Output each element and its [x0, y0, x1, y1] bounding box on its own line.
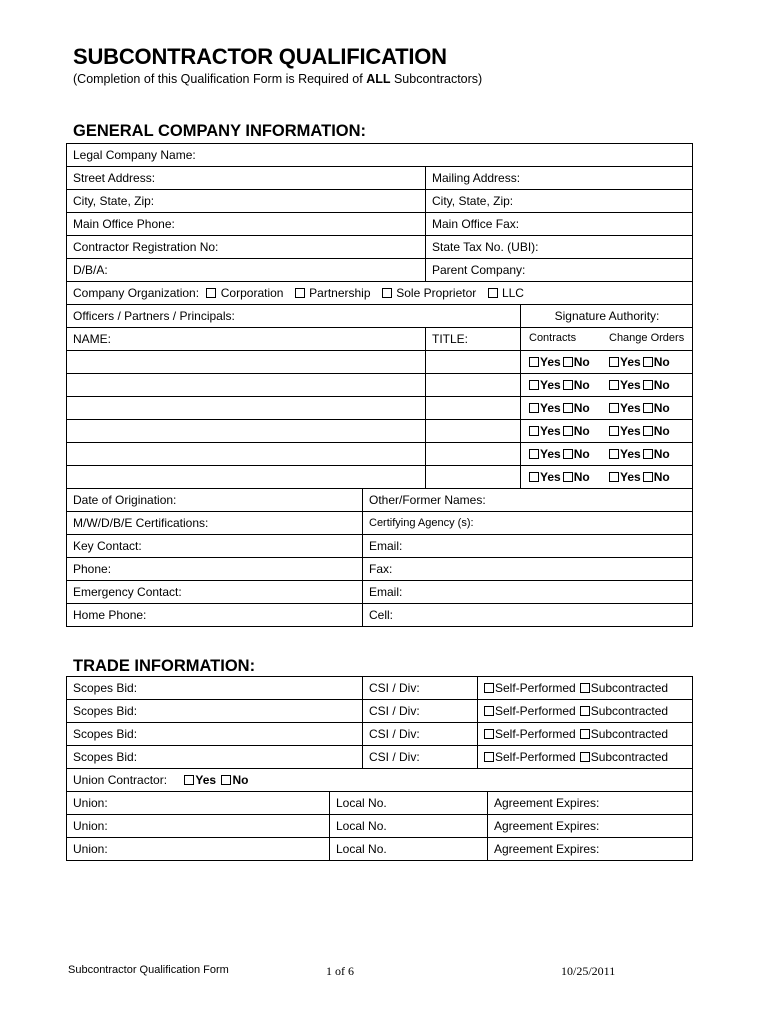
- scope-row: [67, 723, 693, 746]
- change-orders-yes-checkbox[interactable]: [609, 472, 619, 482]
- general-section-heading: GENERAL COMPANY INFORMATION:: [73, 122, 367, 140]
- change-orders-authority: [609, 466, 670, 488]
- subcontracted-checkbox[interactable]: [580, 706, 590, 716]
- contracts-yes-label: Yes: [540, 424, 561, 438]
- scope-row: [67, 746, 693, 769]
- csi-div-label: CSI / Div:: [362, 677, 420, 699]
- officer-title-cell[interactable]: [425, 397, 432, 419]
- contracts-no-checkbox[interactable]: [563, 403, 573, 413]
- org-label: Company Organization:: [73, 286, 200, 300]
- self-performed-checkbox[interactable]: [484, 706, 494, 716]
- corporation-checkbox[interactable]: [206, 288, 216, 298]
- change-orders-authority: [609, 420, 670, 442]
- union-row: [67, 815, 693, 838]
- scope-row: [67, 677, 693, 700]
- key-contact-email-label: Email:: [362, 535, 402, 557]
- subcontracted-checkbox[interactable]: [580, 683, 590, 693]
- performance-type: [477, 700, 668, 722]
- self-performed-checkbox[interactable]: [484, 683, 494, 693]
- contact-phone-label: Phone:: [73, 562, 112, 576]
- contracts-authority: [520, 374, 590, 396]
- org-row: [67, 282, 693, 305]
- subcontracted-checkbox[interactable]: [580, 752, 590, 762]
- change-orders-yes-label: Yes: [620, 424, 641, 438]
- contracts-yes-checkbox[interactable]: [529, 472, 539, 482]
- agreement-expires-label: Agreement Expires:: [487, 815, 599, 837]
- contracts-no-label: No: [573, 424, 590, 438]
- subcontracted-checkbox[interactable]: [580, 729, 590, 739]
- name-column-header: NAME:: [73, 332, 112, 346]
- scopes-bid-label: Scopes Bid:: [73, 704, 138, 718]
- change-orders-yes-label: Yes: [620, 355, 641, 369]
- officers-label: Officers / Partners / Principals:: [73, 309, 235, 323]
- change-orders-authority: [609, 443, 670, 465]
- officer-name-cell[interactable]: [67, 374, 73, 396]
- change-orders-yes-checkbox[interactable]: [609, 403, 619, 413]
- officer-name-cell[interactable]: [67, 443, 73, 465]
- union-no-checkbox[interactable]: [221, 775, 231, 785]
- officer-name-cell[interactable]: [67, 420, 73, 442]
- union-yes-label: Yes: [195, 773, 217, 787]
- officer-title-cell[interactable]: [425, 351, 432, 373]
- contracts-yes-checkbox[interactable]: [529, 380, 539, 390]
- footer-page-number: 1 of 6: [326, 964, 354, 978]
- legal-name-row[interactable]: [67, 144, 693, 167]
- union-row: [67, 838, 693, 861]
- contracts-yes-checkbox[interactable]: [529, 357, 539, 367]
- contracts-authority: [520, 443, 590, 465]
- contracts-no-label: No: [573, 378, 590, 392]
- union-label: Union:: [73, 819, 108, 833]
- contracts-yes-label: Yes: [540, 401, 561, 415]
- contracts-no-label: No: [573, 447, 590, 461]
- contracts-authority: [520, 420, 590, 442]
- performance-type: [477, 677, 668, 699]
- contact-fax-label: Fax:: [362, 558, 392, 580]
- change-orders-no-label: No: [653, 447, 670, 461]
- union-no-label: No: [232, 773, 249, 787]
- change-orders-no-checkbox[interactable]: [643, 403, 653, 413]
- csi-div-label: CSI / Div:: [362, 723, 420, 745]
- change-orders-no-label: No: [653, 401, 670, 415]
- self-performed-label: Self-Performed: [495, 727, 576, 741]
- contracts-authority: [520, 397, 590, 419]
- sole-proprietor-checkbox[interactable]: [382, 288, 392, 298]
- mailing-label: Mailing Address:: [425, 167, 520, 189]
- footer-form-name: Subcontractor Qualification Form: [68, 964, 229, 976]
- scopes-bid-label: Scopes Bid:: [73, 750, 138, 764]
- dba-label: D/B/A:: [73, 263, 108, 277]
- change-orders-authority: [609, 397, 670, 419]
- contracts-column-header: Contracts: [520, 328, 576, 350]
- change-orders-no-label: No: [653, 355, 670, 369]
- officer-name-cell[interactable]: [67, 466, 73, 488]
- change-orders-no-checkbox[interactable]: [643, 380, 653, 390]
- contracts-no-checkbox[interactable]: [563, 449, 573, 459]
- csi-div-label: CSI / Div:: [362, 700, 420, 722]
- llc-label: LLC: [501, 286, 524, 300]
- signature-authority-label: Signature Authority:: [520, 305, 693, 327]
- union-contractor-label: Union Contractor:: [73, 773, 168, 787]
- change-orders-authority: [609, 374, 670, 396]
- certifying-agency-label: Certifying Agency (s):: [362, 512, 474, 534]
- sole-proprietor-label: Sole Proprietor: [396, 286, 477, 300]
- change-orders-authority: [609, 351, 670, 373]
- former-names-label: Other/Former Names:: [362, 489, 486, 511]
- parent-label: Parent Company:: [425, 259, 525, 281]
- contracts-yes-label: Yes: [540, 470, 561, 484]
- performance-type: [477, 746, 668, 768]
- change-orders-yes-label: Yes: [620, 401, 641, 415]
- contracts-no-checkbox[interactable]: [563, 357, 573, 367]
- partnership-checkbox[interactable]: [295, 288, 305, 298]
- key-contact-label: Key Contact:: [73, 539, 142, 553]
- scopes-bid-label: Scopes Bid:: [73, 727, 138, 741]
- officer-row[interactable]: [67, 443, 693, 466]
- contracts-no-label: No: [573, 355, 590, 369]
- union-contractor-row: [67, 769, 693, 792]
- contracts-yes-label: Yes: [540, 447, 561, 461]
- mailing-city-label: City, State, Zip:: [425, 190, 513, 212]
- fax-label: Main Office Fax:: [425, 213, 519, 235]
- agreement-expires-label: Agreement Expires:: [487, 838, 599, 860]
- general-info-table: [66, 143, 693, 627]
- change-orders-yes-checkbox[interactable]: [609, 357, 619, 367]
- scope-row: [67, 700, 693, 723]
- change-orders-yes-label: Yes: [620, 378, 641, 392]
- change-orders-no-checkbox[interactable]: [643, 426, 653, 436]
- self-performed-checkbox[interactable]: [484, 752, 494, 762]
- officer-row[interactable]: [67, 351, 693, 374]
- local-no-label: Local No.: [329, 838, 387, 860]
- company-organization: [67, 282, 524, 304]
- partnership-label: Partnership: [309, 286, 371, 300]
- emergency-contact-label: Emergency Contact:: [73, 585, 182, 599]
- officer-title-cell[interactable]: [425, 374, 432, 396]
- llc-checkbox[interactable]: [488, 288, 498, 298]
- contracts-yes-label: Yes: [540, 355, 561, 369]
- union-row: [67, 792, 693, 815]
- contracts-yes-checkbox[interactable]: [529, 403, 539, 413]
- officer-row[interactable]: [67, 420, 693, 443]
- trade-section-heading: TRADE INFORMATION:: [73, 657, 256, 675]
- corporation-label: Corporation: [220, 286, 284, 300]
- self-performed-checkbox[interactable]: [484, 729, 494, 739]
- union-label: Union:: [73, 796, 108, 810]
- cell-label: Cell:: [362, 604, 393, 626]
- registration-label: Contractor Registration No:: [73, 240, 219, 254]
- change-orders-no-checkbox[interactable]: [643, 449, 653, 459]
- officer-title-cell[interactable]: [425, 443, 432, 465]
- street-label: Street Address:: [73, 171, 156, 185]
- self-performed-label: Self-Performed: [495, 681, 576, 695]
- self-performed-label: Self-Performed: [495, 704, 576, 718]
- change-orders-yes-checkbox[interactable]: [609, 380, 619, 390]
- change-orders-yes-label: Yes: [620, 470, 641, 484]
- change-orders-yes-checkbox[interactable]: [609, 426, 619, 436]
- contracts-authority: [520, 466, 590, 488]
- subcontracted-label: Subcontracted: [590, 727, 669, 741]
- self-performed-label: Self-Performed: [495, 750, 576, 764]
- change-orders-no-checkbox[interactable]: [643, 472, 653, 482]
- form-title: SUBCONTRACTOR QUALIFICATION: [73, 44, 447, 69]
- contracts-no-checkbox[interactable]: [563, 380, 573, 390]
- agreement-expires-label: Agreement Expires:: [487, 792, 599, 814]
- contracts-no-checkbox[interactable]: [563, 472, 573, 482]
- title-column-header: TITLE:: [425, 328, 468, 350]
- local-no-label: Local No.: [329, 815, 387, 837]
- local-no-label: Local No.: [329, 792, 387, 814]
- city-label: City, State, Zip:: [73, 194, 155, 208]
- contracts-authority: [520, 351, 590, 373]
- trade-info-table: [66, 676, 693, 861]
- subcontracted-label: Subcontracted: [590, 681, 669, 695]
- change-orders-no-label: No: [653, 470, 670, 484]
- subcontracted-label: Subcontracted: [590, 750, 669, 764]
- officer-title-cell[interactable]: [425, 466, 432, 488]
- footer-date: 10/25/2011: [561, 964, 616, 978]
- contracts-yes-checkbox[interactable]: [529, 449, 539, 459]
- change-orders-no-label: No: [653, 424, 670, 438]
- contracts-no-label: No: [573, 401, 590, 415]
- tax-label: State Tax No. (UBI):: [425, 236, 538, 258]
- union-label: Union:: [73, 842, 108, 856]
- change-orders-no-checkbox[interactable]: [643, 357, 653, 367]
- change-orders-no-label: No: [653, 378, 670, 392]
- change-orders-yes-checkbox[interactable]: [609, 449, 619, 459]
- change-orders-column-header: Change Orders: [609, 332, 685, 344]
- officer-title-cell[interactable]: [425, 420, 432, 442]
- contracts-yes-checkbox[interactable]: [529, 426, 539, 436]
- contracts-no-label: No: [573, 470, 590, 484]
- contracts-no-checkbox[interactable]: [563, 426, 573, 436]
- officer-name-cell[interactable]: [67, 351, 73, 373]
- phone-label: Main Office Phone:: [73, 217, 175, 231]
- certifications-label: M/W/D/B/E Certifications:: [73, 516, 209, 530]
- csi-div-label: CSI / Div:: [362, 746, 420, 768]
- subcontracted-label: Subcontracted: [590, 704, 669, 718]
- legal-name-label: Legal Company Name:: [73, 148, 196, 162]
- change-orders-yes-label: Yes: [620, 447, 641, 461]
- officer-row[interactable]: [67, 466, 693, 489]
- union-yes-checkbox[interactable]: [184, 775, 194, 785]
- home-phone-label: Home Phone:: [73, 608, 147, 622]
- officer-row[interactable]: [67, 374, 693, 397]
- emergency-email-label: Email:: [362, 581, 402, 603]
- performance-type: [477, 723, 668, 745]
- scopes-bid-label: Scopes Bid:: [73, 681, 138, 695]
- origination-label: Date of Origination:: [73, 493, 177, 507]
- contracts-yes-label: Yes: [540, 378, 561, 392]
- officer-row[interactable]: [67, 397, 693, 420]
- form-subtitle: (Completion of this Qualification Form is Required of ALL Subcontractors): [73, 72, 483, 86]
- officer-name-cell[interactable]: [67, 397, 73, 419]
- union-contractor: [67, 769, 248, 791]
